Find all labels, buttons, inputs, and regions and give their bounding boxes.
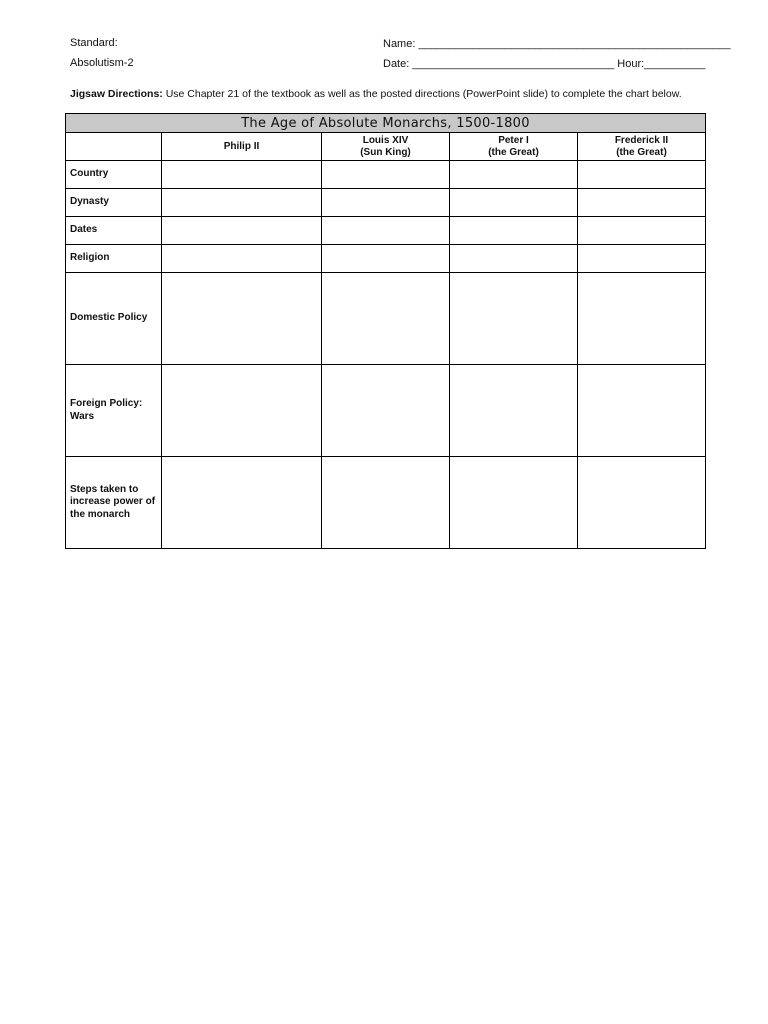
- table-row: [66, 273, 706, 365]
- directions-label: Jigsaw Directions:: [70, 88, 163, 100]
- table-row: [66, 245, 706, 273]
- answer-cell[interactable]: [162, 189, 322, 217]
- unit-label: Absolutism-2: [70, 57, 134, 69]
- answer-cell[interactable]: [578, 189, 706, 217]
- column-header-line2: (the Great): [616, 146, 667, 158]
- column-header-line2: (the Great): [488, 146, 539, 158]
- answer-cell[interactable]: [578, 217, 706, 245]
- answer-cell[interactable]: [162, 245, 322, 273]
- answer-cell[interactable]: [450, 189, 578, 217]
- row-label-dates: Dates: [66, 217, 162, 245]
- answer-cell[interactable]: [322, 245, 450, 273]
- answer-cell[interactable]: [450, 245, 578, 273]
- column-header-line1: Louis XIV: [362, 134, 409, 146]
- date-hour-field[interactable]: Date: _________________________________ Hour:__________: [383, 58, 706, 70]
- jigsaw-directions: [70, 87, 682, 101]
- answer-cell[interactable]: [162, 273, 322, 365]
- column-header-louis: [322, 133, 450, 161]
- column-header-line1: Philip II: [223, 140, 260, 152]
- answer-cell[interactable]: [322, 457, 450, 549]
- answer-cell[interactable]: [322, 365, 450, 457]
- answer-cell[interactable]: [162, 457, 322, 549]
- chart-title: The Age of Absolute Monarchs, 1500-1800: [66, 114, 706, 133]
- answer-cell[interactable]: [450, 457, 578, 549]
- answer-cell[interactable]: [578, 457, 706, 549]
- table-row: [66, 189, 706, 217]
- answer-cell[interactable]: [578, 161, 706, 189]
- answer-cell[interactable]: [578, 365, 706, 457]
- answer-cell[interactable]: [322, 273, 450, 365]
- column-header-line2: (Sun King): [360, 146, 411, 158]
- row-label-domestic-policy: Domestic Policy: [66, 273, 162, 365]
- row-label-steps-taken: Steps taken to increase power of the monarch: [66, 457, 162, 549]
- table-row: [66, 161, 706, 189]
- directions-text: Use Chapter 21 of the textbook as well as the posted directions (PowerPoint slide) to complete the chart below.: [162, 88, 682, 100]
- column-header-philip: [162, 133, 322, 161]
- table-row: [66, 365, 706, 457]
- row-label-religion: Religion: [66, 245, 162, 273]
- answer-cell[interactable]: [578, 273, 706, 365]
- absolute-monarchs-chart: [65, 113, 706, 549]
- row-label-foreign-policy: Foreign Policy: Wars: [66, 365, 162, 457]
- answer-cell[interactable]: [450, 365, 578, 457]
- column-header-frederick: [578, 133, 706, 161]
- answer-cell[interactable]: [450, 273, 578, 365]
- column-header-peter: [450, 133, 578, 161]
- answer-cell[interactable]: [578, 245, 706, 273]
- table-row: [66, 217, 706, 245]
- table-row: [66, 457, 706, 549]
- answer-cell[interactable]: [450, 161, 578, 189]
- answer-cell[interactable]: [322, 161, 450, 189]
- answer-cell[interactable]: [162, 217, 322, 245]
- row-label-country: Country: [66, 161, 162, 189]
- column-header-line1: Frederick II: [614, 134, 669, 146]
- name-field[interactable]: Name: ___________________________________________________: [383, 38, 731, 50]
- answer-cell[interactable]: [322, 189, 450, 217]
- answer-cell[interactable]: [450, 217, 578, 245]
- column-header-line1: Peter I: [498, 134, 529, 146]
- corner-cell: [66, 133, 162, 161]
- answer-cell[interactable]: [162, 161, 322, 189]
- answer-cell[interactable]: [322, 217, 450, 245]
- answer-cell[interactable]: [162, 365, 322, 457]
- row-label-dynasty: Dynasty: [66, 189, 162, 217]
- standard-label: Standard:: [70, 37, 118, 49]
